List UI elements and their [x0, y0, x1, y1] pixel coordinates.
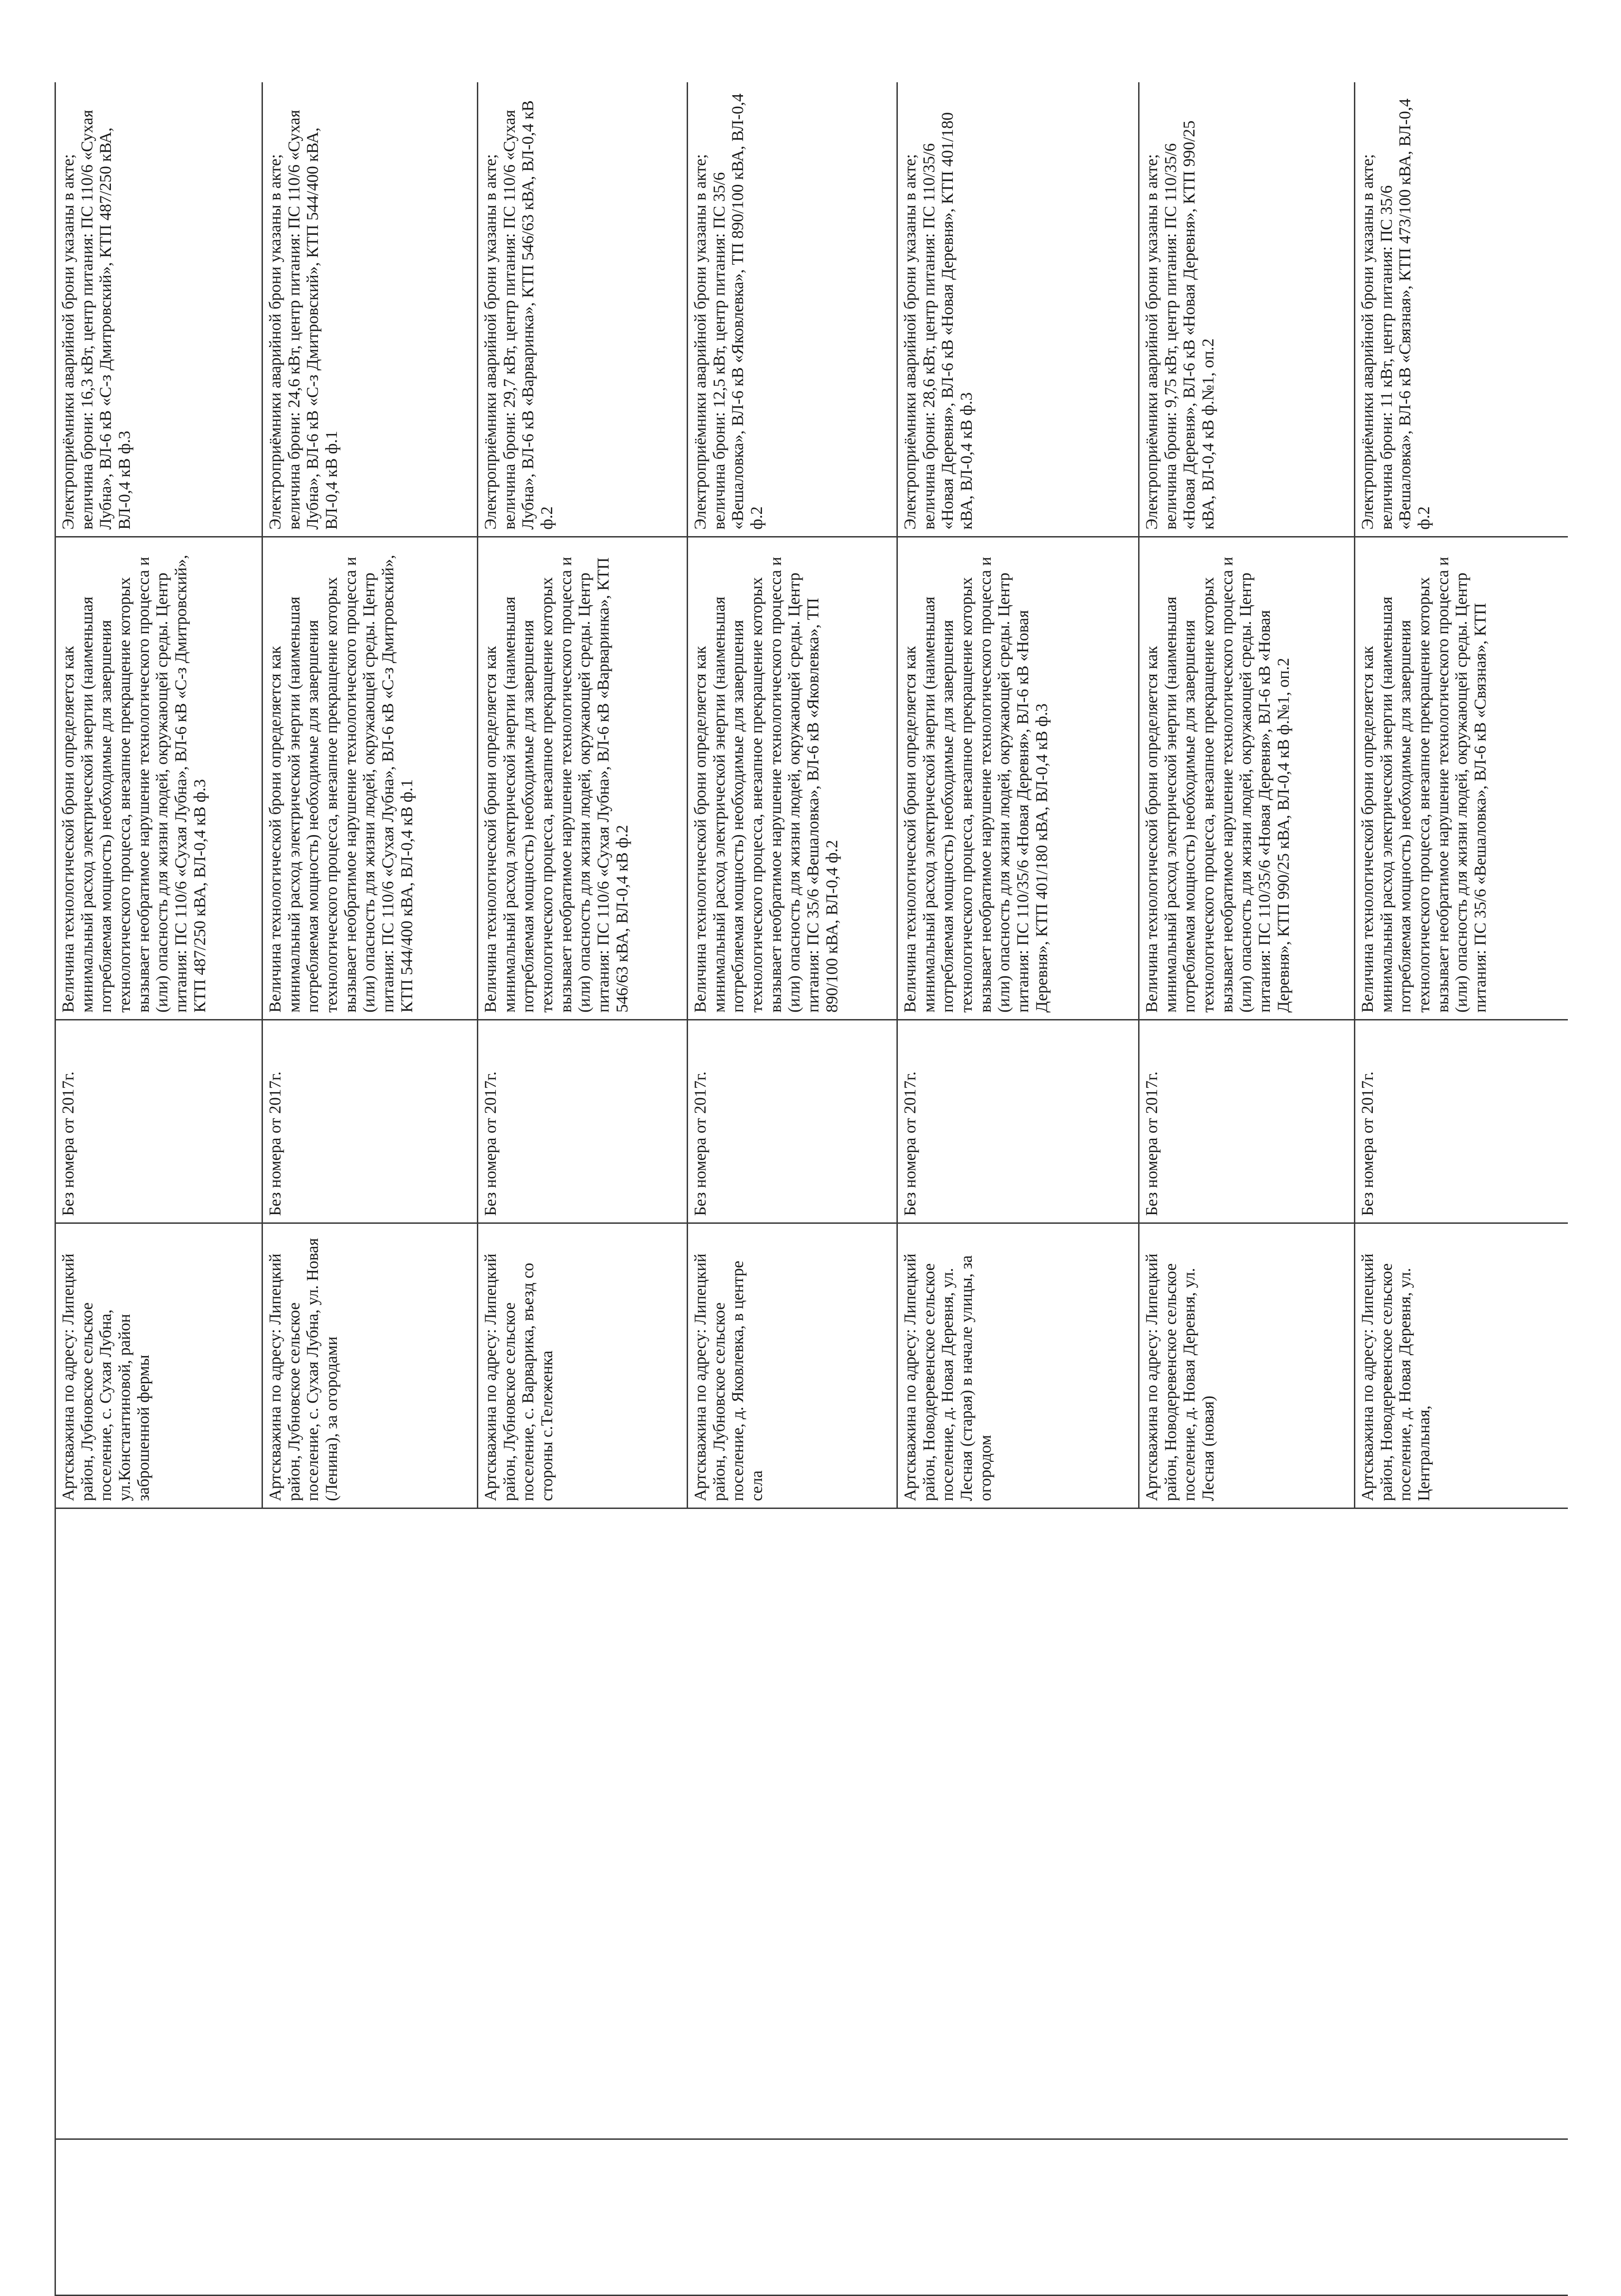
tech-reserve-text: Величина технологической брони определяется как минимальный расход электрической энергии (наименьшая потребляемая мощность) необходимые для завершения технологического процесса, внезапное прекращение которых вызывает необратимое нарушение технологического процесса и (или) опасность для жизни людей, окружающей среды. Центр питания: ПС 35/6 «Вешаловка», ВЛ-6 кВ «Связная», КТП — [1358, 556, 1490, 1013]
rotated-table-frame — [55, 82, 1568, 2296]
emergency-reserve-cell — [1139, 82, 1355, 537]
table-container — [55, 82, 1568, 2296]
object-address-cell — [478, 1223, 688, 1508]
act-cell — [55, 1020, 262, 1223]
emergency-reserve-text: Электроприёмники аварийной брони указаны в акте; величина брони: 11 кВт, центр питания: ПС 35/6 «Вешаловка», ВЛ-6 кВ «Связная», КТП 473/100 кВА, ВЛ-0,4 ф.2 — [1358, 98, 1433, 530]
emergency-reserve-text: Электроприёмники аварийной брони указаны в акте; величина брони: 28,6 кВт, центр питания: ПС 110/35/6 «Новая Деревня», ВЛ-6 кВ «Новая Деревня», КТП 401/180 кВА, ВЛ-0,4 кВ ф.3 — [901, 112, 976, 530]
emergency-reserve-cell — [478, 82, 688, 537]
object-address-text: Артскважина по адресу: Липецкий район, Лубновское сельское поселение, д. Яковлевка, в центре села — [691, 1253, 766, 1501]
act-cell — [688, 1020, 897, 1223]
object-address-cell — [897, 1223, 1139, 1508]
object-address-text: Артскважина по адресу: Липецкий район, Новодеревенское сельское поселение, д. Новая Деревня, ул. Лесная (новая) — [1142, 1253, 1218, 1501]
power-reserve-table — [55, 82, 1568, 2296]
tech-reserve-text: Величина технологической брони определяется как минимальный расход электрической энергии (наименьшая потребляемая мощность) необходимые для завершения технологического процесса, внезапное прекращение которых вызывает необратимое нарушение технологического процесса и (или) опасность для жизни людей, окружающей среды. Центр питания: ПС 110/35/6 «Новая Деревня», ВЛ-6 кВ «Новая Деревня», КТП 401/180 кВА, ВЛ-0,4 кВ ф.3 — [901, 556, 1051, 1013]
tech-reserve-cell — [1355, 537, 1568, 1020]
tech-reserve-text: Величина технологической брони определяется как минимальный расход электрической энергии (наименьшая потребляемая мощность) необходимые для завершения технологического процесса, внезапное прекращение которых вызывает необратимое нарушение технологического процесса и (или) опасность для жизни людей, окружающей среды. Центр питания: ПС 110/35/6 «Новая Деревня», ВЛ-6 кВ «Новая Деревня», КТП 990/25 кВА, ВЛ-0,4 кВ ф.№1, оп.2 — [1142, 556, 1292, 1013]
tech-reserve-text: Величина технологической брони определяется как минимальный расход электрической энергии (наименьшая потребляемая мощность) необходимые для завершения технологического процесса, внезапное прекращение которых вызывает необратимое нарушение технологического процесса и (или) опасность для жизни людей, окружающей среды. Центр питания: ПС 110/6 «Сухая Лубна», ВЛ-6 кВ «Варваринка», КТП 546/63 кВА, ВЛ-0,4 кВ ф.2 — [481, 556, 631, 1013]
emergency-reserve-text: Электроприёмники аварийной брони указаны в акте; величина брони: 9,75 кВт, центр питания: ПС 110/35/6 «Новая Деревня», ВЛ-6 кВ «Новая Деревня», КТП 990/25 кВА, ВЛ-0,4 кВ ф.№1, оп.2 — [1142, 120, 1218, 530]
emergency-reserve-cell — [1355, 82, 1568, 537]
emergency-reserve-cell — [897, 82, 1139, 537]
act-text: Без номера от 2017г. — [266, 1071, 284, 1216]
object-address-text: Артскважина по адресу: Липецкий район, Новодеревенское сельское поселение, д. Новая Деревня, ул. Лесная (старая) в начале улицы, за огородом — [901, 1253, 994, 1501]
act-cell — [262, 1020, 478, 1223]
tech-reserve-cell — [55, 537, 262, 1020]
object-address-text: Артскважина по адресу: Липецкий район, Лубновское сельское поселение, с. Сухая Лубна, ул.Константиновой, район заброшенной фермы — [59, 1253, 152, 1501]
object-address-text: Артскважина по адресу: Липецкий район, Лубновское сельское поселение, с. Сухая Лубна, ул. Новая (Ленина), за огородами — [266, 1238, 341, 1501]
tech-reserve-cell — [688, 537, 897, 1020]
empty-column-cell — [55, 2139, 1568, 2296]
tech-reserve-text: Величина технологической брони определяется как минимальный расход электрической энергии (наименьшая потребляемая мощность) необходимые для завершения технологического процесса, внезапное прекращение которых вызывает необратимое нарушение технологического процесса и (или) опасность для жизни людей, окружающей среды. Центр питания: ПС 110/6 «Сухая Лубна», ВЛ-6 кВ «С-з Дмитровский», КТП 487/250 кВА, ВЛ-0,4 кВ ф.3 — [59, 555, 209, 1013]
emergency-reserve-text: Электроприёмники аварийной брони указаны в акте; величина брони: 29,7 кВт, центр питания: ПС 110/6 «Сухая Лубна», ВЛ-6 кВ «Варваринка», КТП 546/63 кВА, ВЛ-0,4 кВ ф.2 — [481, 100, 556, 530]
object-address-cell — [1355, 1223, 1568, 1508]
object-address-cell — [55, 1223, 262, 1508]
act-text: Без номера от 2017г. — [1142, 1071, 1161, 1216]
act-text: Без номера от 2017г. — [59, 1071, 77, 1216]
emergency-reserve-text: Электроприёмники аварийной брони указаны в акте; величина брони: 24,6 кВт, центр питания: ПС 110/6 «Сухая Лубна», ВЛ-6 кВ «С-з Дмитровский», КТП 544/400 кВА, ВЛ-0,4 кВ ф.1 — [266, 110, 341, 530]
act-text: Без номера от 2017г. — [901, 1071, 919, 1216]
tech-reserve-text: Величина технологической брони определяется как минимальный расход электрической энергии (наименьшая потребляемая мощность) необходимые для завершения технологического процесса, внезапное прекращение которых вызывает необратимое нарушение технологического процесса и (или) опасность для жизни людей, окружающей среды. Центр питания: ПС 35/6 «Вешаловка», ВЛ-6 кВ «Яковлевка», ТП 890/100 кВА, ВЛ-0,4 ф.2 — [691, 556, 841, 1013]
emergency-reserve-cell — [55, 82, 262, 537]
object-address-cell — [688, 1223, 897, 1508]
table-row — [55, 82, 262, 2296]
tech-reserve-cell — [478, 537, 688, 1020]
act-text: Без номера от 2017г. — [481, 1071, 500, 1216]
tech-reserve-cell — [1139, 537, 1355, 1020]
act-text: Без номера от 2017г. — [691, 1071, 709, 1216]
act-cell — [1139, 1020, 1355, 1223]
act-text: Без номера от 2017г. — [1358, 1071, 1377, 1216]
empty-column-cell — [55, 1508, 1568, 2139]
tech-reserve-text: Величина технологической брони определяется как минимальный расход электрической энергии (наименьшая потребляемая мощность) необходимые для завершения технологического процесса, внезапное прекращение которых вызывает необратимое нарушение технологического процесса и (или) опасность для жизни людей, окружающей среды. Центр питания: ПС 110/6 «Сухая Лубна», ВЛ-6 кВ «С-з Дмитровский», КТП 544/400 кВА, ВЛ-0,4 кВ ф.1 — [266, 555, 416, 1013]
act-cell — [478, 1020, 688, 1223]
emergency-reserve-text: Электроприёмники аварийной брони указаны в акте; величина брони: 16,3 кВт, центр питания: ПС 110/6 «Сухая Лубна», ВЛ-6 кВ «С-з Дмитровский», КТП 487/250 кВА, ВЛ-0,4 кВ ф.3 — [59, 110, 134, 530]
emergency-reserve-cell — [262, 82, 478, 537]
tech-reserve-cell — [897, 537, 1139, 1020]
table-body — [55, 82, 1568, 2296]
emergency-reserve-cell — [688, 82, 897, 537]
emergency-reserve-text: Электроприёмники аварийной брони указаны в акте; величина брони: 12,5 кВт, центр питания: ПС 35/6 «Вешаловка», ВЛ-6 кВ «Яковлевка», ТП 890/100 кВА, ВЛ-0,4 ф.2 — [691, 93, 766, 530]
object-address-cell — [262, 1223, 478, 1508]
object-address-cell — [1139, 1223, 1355, 1508]
tech-reserve-cell — [262, 537, 478, 1020]
act-cell — [1355, 1020, 1568, 1223]
act-cell — [897, 1020, 1139, 1223]
object-address-text: Артскважина по адресу: Липецкий район, Лубновское сельское поселение, с. Варварика, въезд со стороны с.Тележенка — [481, 1253, 556, 1501]
object-address-text: Артскважина по адресу: Липецкий район, Новодеревенское сельское поселение, д. Новая Деревня, ул. Центральная, — [1358, 1253, 1433, 1501]
